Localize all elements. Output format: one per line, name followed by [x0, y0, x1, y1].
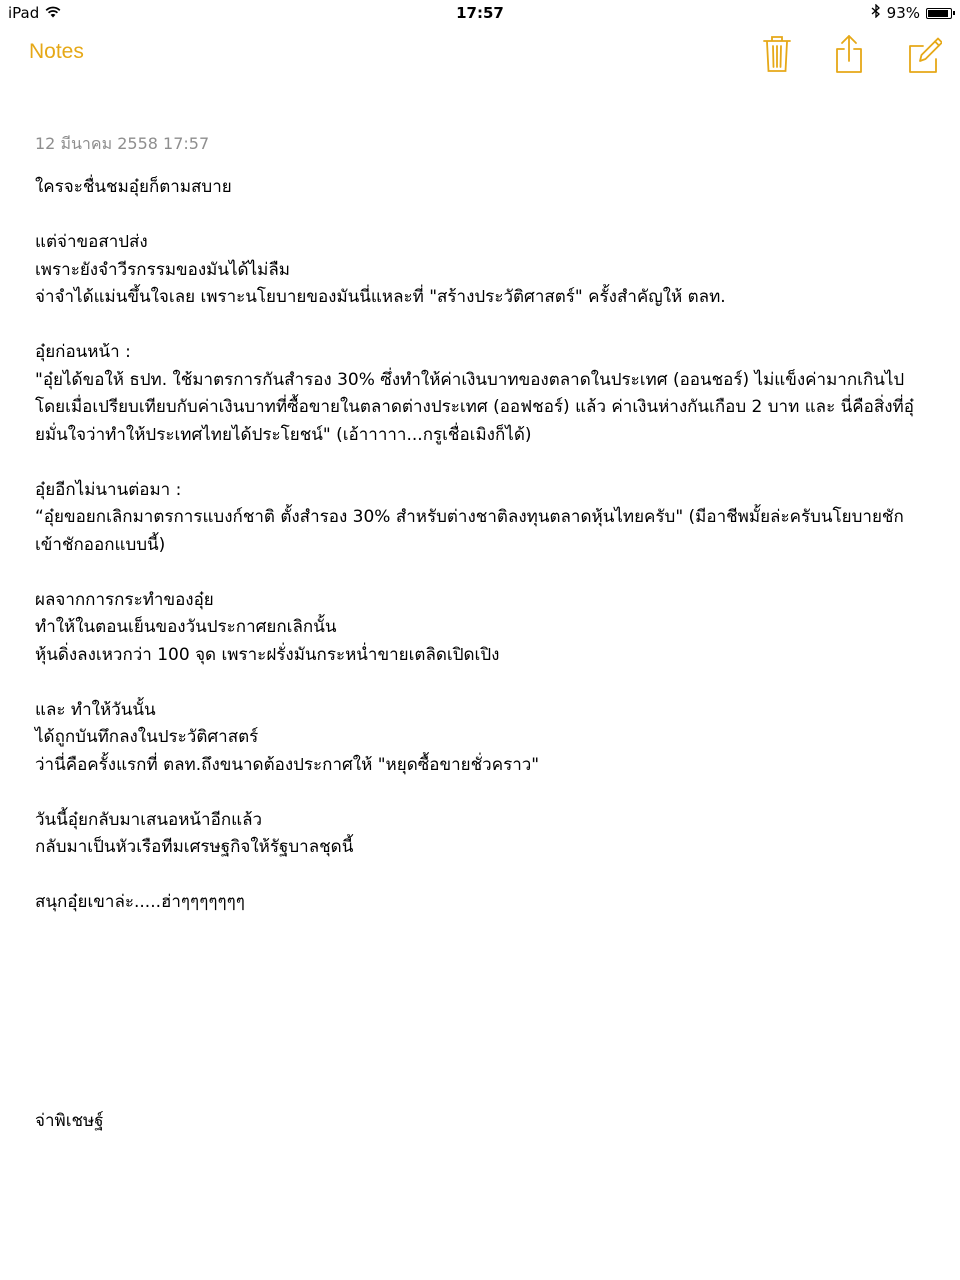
note-line — [35, 862, 915, 890]
battery-fill — [928, 10, 948, 17]
trash-icon[interactable] — [759, 34, 795, 74]
note-line: เพราะยังจำวีรกรรมของมันได้ไม่ลืม — [35, 259, 290, 280]
note-line: จ่าจำได้แม่นขึ้นใจเลย เพราะนโยบายของมันนี่แหละที่ "สร้างประวัติศาสตร์" ครั้งสำคัญให้ ตลท. — [35, 287, 726, 307]
battery-percent: 93% — [886, 4, 920, 22]
status-right — [871, 4, 952, 22]
note-line: แต่จ่าขอสาปส่ง — [35, 232, 148, 252]
back-to-notes-button[interactable]: Notes — [29, 40, 84, 63]
note-line — [35, 312, 915, 340]
note-line: "อุ๋ยได้ขอให้ ธปท. ใช้มาตรการกันสำรอง 30% ซึ่งทำให้ค่าเงินบาทของตลาดในประเทศ (ออนชอร์) ไม่แข็งค่ามากเกินไป โดยเมื่อเปรียบเทียบกับค่าเงินบาทที่ซื้อขายในตลาดต่างประเทศ (ออฟชอร์) แล้ว ค่าเงินห่างกันเกือบ 2 บาท และ นี่คือสิ่งที่อุ๋ยมั่นใจว่าทำให้ประเทศไทยได้ประโยชน์" (เอ้าาาาา...กรูเชื่อเมิงก็ได้) — [35, 369, 914, 445]
note-date: 12 มีนาคม 2558 17:57 — [35, 134, 210, 153]
battery-nub — [953, 11, 955, 15]
share-icon[interactable] — [831, 34, 867, 74]
note-line: ได้ถูกบันทึกลงในประวัติศาสตร์ — [35, 727, 259, 747]
note-line — [35, 559, 915, 587]
battery-icon — [926, 8, 952, 19]
device-label: iPad — [8, 4, 40, 22]
note-line: อุ๋ยอีกไม่นานต่อมา : — [35, 479, 182, 500]
note-line: อุ๋ยก่อนหน้า : — [35, 342, 131, 362]
bluetooth-icon — [871, 4, 881, 22]
note-line — [35, 779, 915, 807]
note-body[interactable] — [35, 174, 915, 917]
note-line — [35, 669, 915, 697]
note-line — [35, 449, 915, 477]
note-line — [35, 202, 915, 230]
status-bar — [0, 0, 960, 26]
note-line: หุ้นดิ่งลงเหวกว่า 100 จุด เพราะฝรั่งมันกระหน่ำขายเตลิดเปิดเปิง — [35, 644, 500, 665]
nav-bar — [0, 26, 960, 86]
note-line: และ ทำให้วันนั้น — [35, 699, 156, 720]
note-line: “อุ๋ยขอยกเลิกมาตรการแบงก์ชาติ ตั้งสำรอง 30% สำหรับต่างชาติลงทุนตลาดหุ้นไทยครับ" (มีอาชีพมั้ยล่ะครับนโยบายชักเข้าชักออกแบบนี้) — [35, 507, 904, 555]
note-line: ทำให้ในตอนเย็นของวันประกาศยกเลิกนั้น — [35, 617, 337, 637]
compose-icon[interactable] — [906, 34, 942, 74]
note-line: ใครจะชื่นชมอุ๋ยก็ตามสบาย — [35, 177, 232, 197]
note-signature: จ่าพิเชษฐ์ — [35, 1111, 104, 1131]
note-line: สนุกอุ๋ยเขาล่ะ.....ฮ่าๆๆๆๆๆๆๆ — [35, 892, 245, 912]
status-time: 17:57 — [456, 4, 504, 22]
note-line: ผลจากการกระทำของอุ๋ย — [35, 589, 214, 610]
note-line: กลับมาเป็นหัวเรือทีมเศรษฐกิจให้รัฐบาลชุดนี้ — [35, 837, 354, 857]
note-line: ว่านี่คือครั้งแรกที่ ตลท.ถึงขนาดต้องประกาศให้ "หยุดซื้อขายชั่วคราว" — [35, 754, 540, 775]
note-line: วันนี้อุ๋ยกลับมาเสนอหน้าอีกแล้ว — [35, 809, 263, 830]
